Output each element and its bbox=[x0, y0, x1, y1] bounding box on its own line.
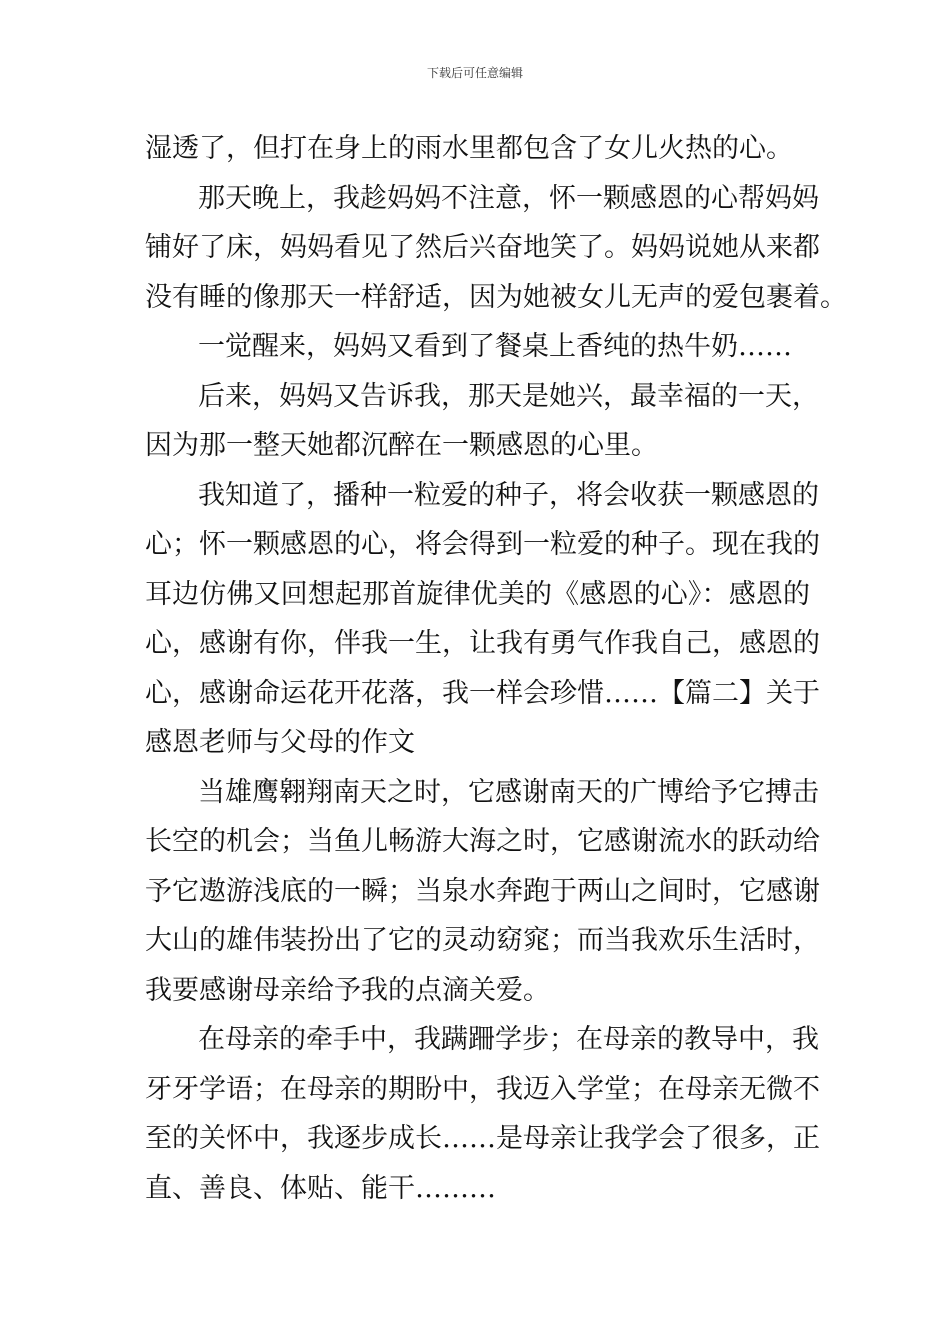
text-line: 直、善良、体贴、能干……… bbox=[145, 1172, 496, 1204]
text-line: 我要感谢母亲给予我的点滴关爱。 bbox=[145, 974, 550, 1006]
paragraph bbox=[145, 768, 820, 1016]
page-header: 下载后可任意编辑 bbox=[426, 66, 523, 80]
text-line: 长空的机会；当鱼儿畅游大海之时，它感谢流水的跃动给 bbox=[145, 826, 820, 857]
text-line: 至的关怀中，我逐步成长……是母亲让我学会了很多，正 bbox=[145, 1123, 820, 1154]
text-line: 大山的雄伟装扮出了它的灵动窈窕；而当我欢乐生活时， bbox=[145, 925, 820, 956]
text-line: 后来，妈妈又告诉我，那天是她兴，最幸福的一天， bbox=[198, 380, 819, 412]
text-line: 耳边仿佛又回想起那首旋律优美的《感恩的心》：感恩的 bbox=[145, 578, 810, 610]
paragraph bbox=[145, 471, 820, 768]
paragraph bbox=[145, 174, 847, 323]
paragraph bbox=[145, 1015, 820, 1213]
text-line: 感恩老师与父母的作文 bbox=[145, 727, 415, 758]
text-line: 铺好了床，妈妈看见了然后兴奋地笑了。妈妈说她从来都 bbox=[145, 232, 820, 263]
text-line: 一觉醒来，妈妈又看到了餐桌上香纯的热牛奶…… bbox=[198, 331, 792, 362]
text-line: 心；怀一颗感恩的心，将会得到一粒爱的种子。现在我的 bbox=[145, 529, 820, 560]
text-line: 予它遨游浅底的一瞬；当泉水奔跑于两山之间时，它感谢 bbox=[145, 875, 820, 907]
text-line: 心，感谢命运花开花落，我一样会珍惜……【篇二】关于 bbox=[145, 677, 820, 709]
text-line: 那天晚上，我趁妈妈不注意，怀一颗感恩的心帮妈妈 bbox=[198, 182, 819, 214]
text-line: 牙牙学语；在母亲的期盼中，我迈入学堂；在母亲无微不 bbox=[145, 1073, 820, 1105]
paragraph bbox=[145, 322, 810, 372]
text-line: 在母亲的牵手中，我蹒跚学步；在母亲的教导中，我 bbox=[198, 1024, 819, 1055]
text-line: 湿透了，但打在身上的雨水里都包含了女儿火热的心。 bbox=[145, 133, 793, 164]
text-line: 当雄鹰翱翔南天之时，它感谢南天的广博给予它搏击 bbox=[198, 776, 819, 808]
text-line: 心，感谢有你，伴我一生，让我有勇气作我自己，感恩的 bbox=[145, 628, 820, 659]
text-line: 我知道了，播种一粒爱的种子，将会收获一颗感恩的 bbox=[198, 479, 819, 511]
text-line: 因为那一整天她都沉醉在一颗感恩的心里。 bbox=[145, 430, 658, 461]
paragraph bbox=[145, 124, 810, 174]
text-line: 没有睡的像那天一样舒适，因为她被女儿无声的爱包裹着。 bbox=[145, 281, 847, 313]
document-body bbox=[145, 124, 847, 1213]
paragraph bbox=[145, 372, 819, 471]
